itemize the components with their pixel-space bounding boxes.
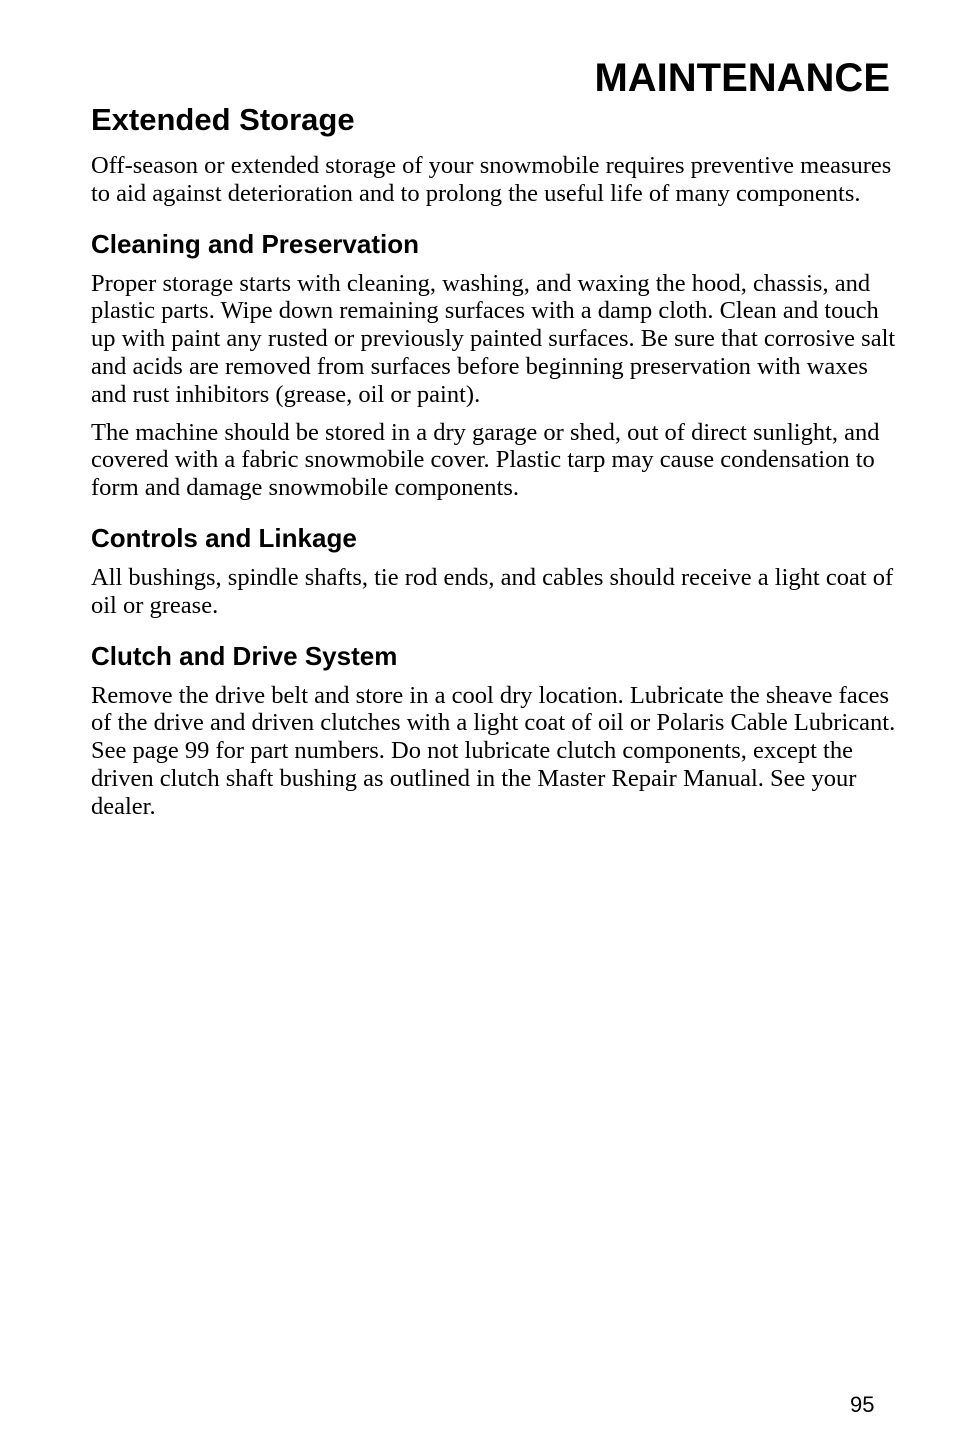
subsection-cleaning xyxy=(91,226,897,502)
subsection-title: Cleaning and Preservation xyxy=(91,228,419,259)
subsection-title: Clutch and Drive System xyxy=(91,640,398,671)
subsection-title: Controls and Linkage xyxy=(91,522,357,553)
paragraph: Remove the drive belt and store in a cool dry location. Lubricate the sheave faces of the drive and driven clutches with a light coat of oil or Polaris Cable Lubricant. See page 99 for part numbers. Do not lubricate clutch components, except the driven clutch shaft bushing as outlined in the Master Repair Manual. See your dealer. xyxy=(91,681,896,820)
subsection-controls xyxy=(91,520,897,620)
section-title: Extended Storage xyxy=(91,102,355,137)
page-content xyxy=(91,98,897,831)
paragraph: All bushings, spindle shafts, tie rod ends, and cables should receive a light coat of oil or grease. xyxy=(91,563,894,619)
chapter-header: MAINTENANCE xyxy=(594,56,890,100)
subsection-clutch xyxy=(91,638,897,821)
paragraph: The machine should be stored in a dry garage or shed, out of direct sunlight, and covered with a fabric snowmobile cover. Plastic tarp may cause condensation to form and damage snowmobile components. xyxy=(91,418,880,502)
paragraph: Proper storage starts with cleaning, washing, and waxing the hood, chassis, and plastic parts. Wipe down remaining surfaces with a damp cloth. Clean and touch up with paint any rusted or previously painted surfaces. Be sure that corrosive salt and acids are removed from surfaces before beginning preservation with waxes and rust inhibitors (grease, oil or paint). xyxy=(91,269,896,408)
section-intro: Off-season or extended storage of your snowmobile requires preventive measures to aid against deterioration and to prolong the useful life of many components. xyxy=(91,152,892,207)
page-number: 95 xyxy=(850,1392,875,1417)
